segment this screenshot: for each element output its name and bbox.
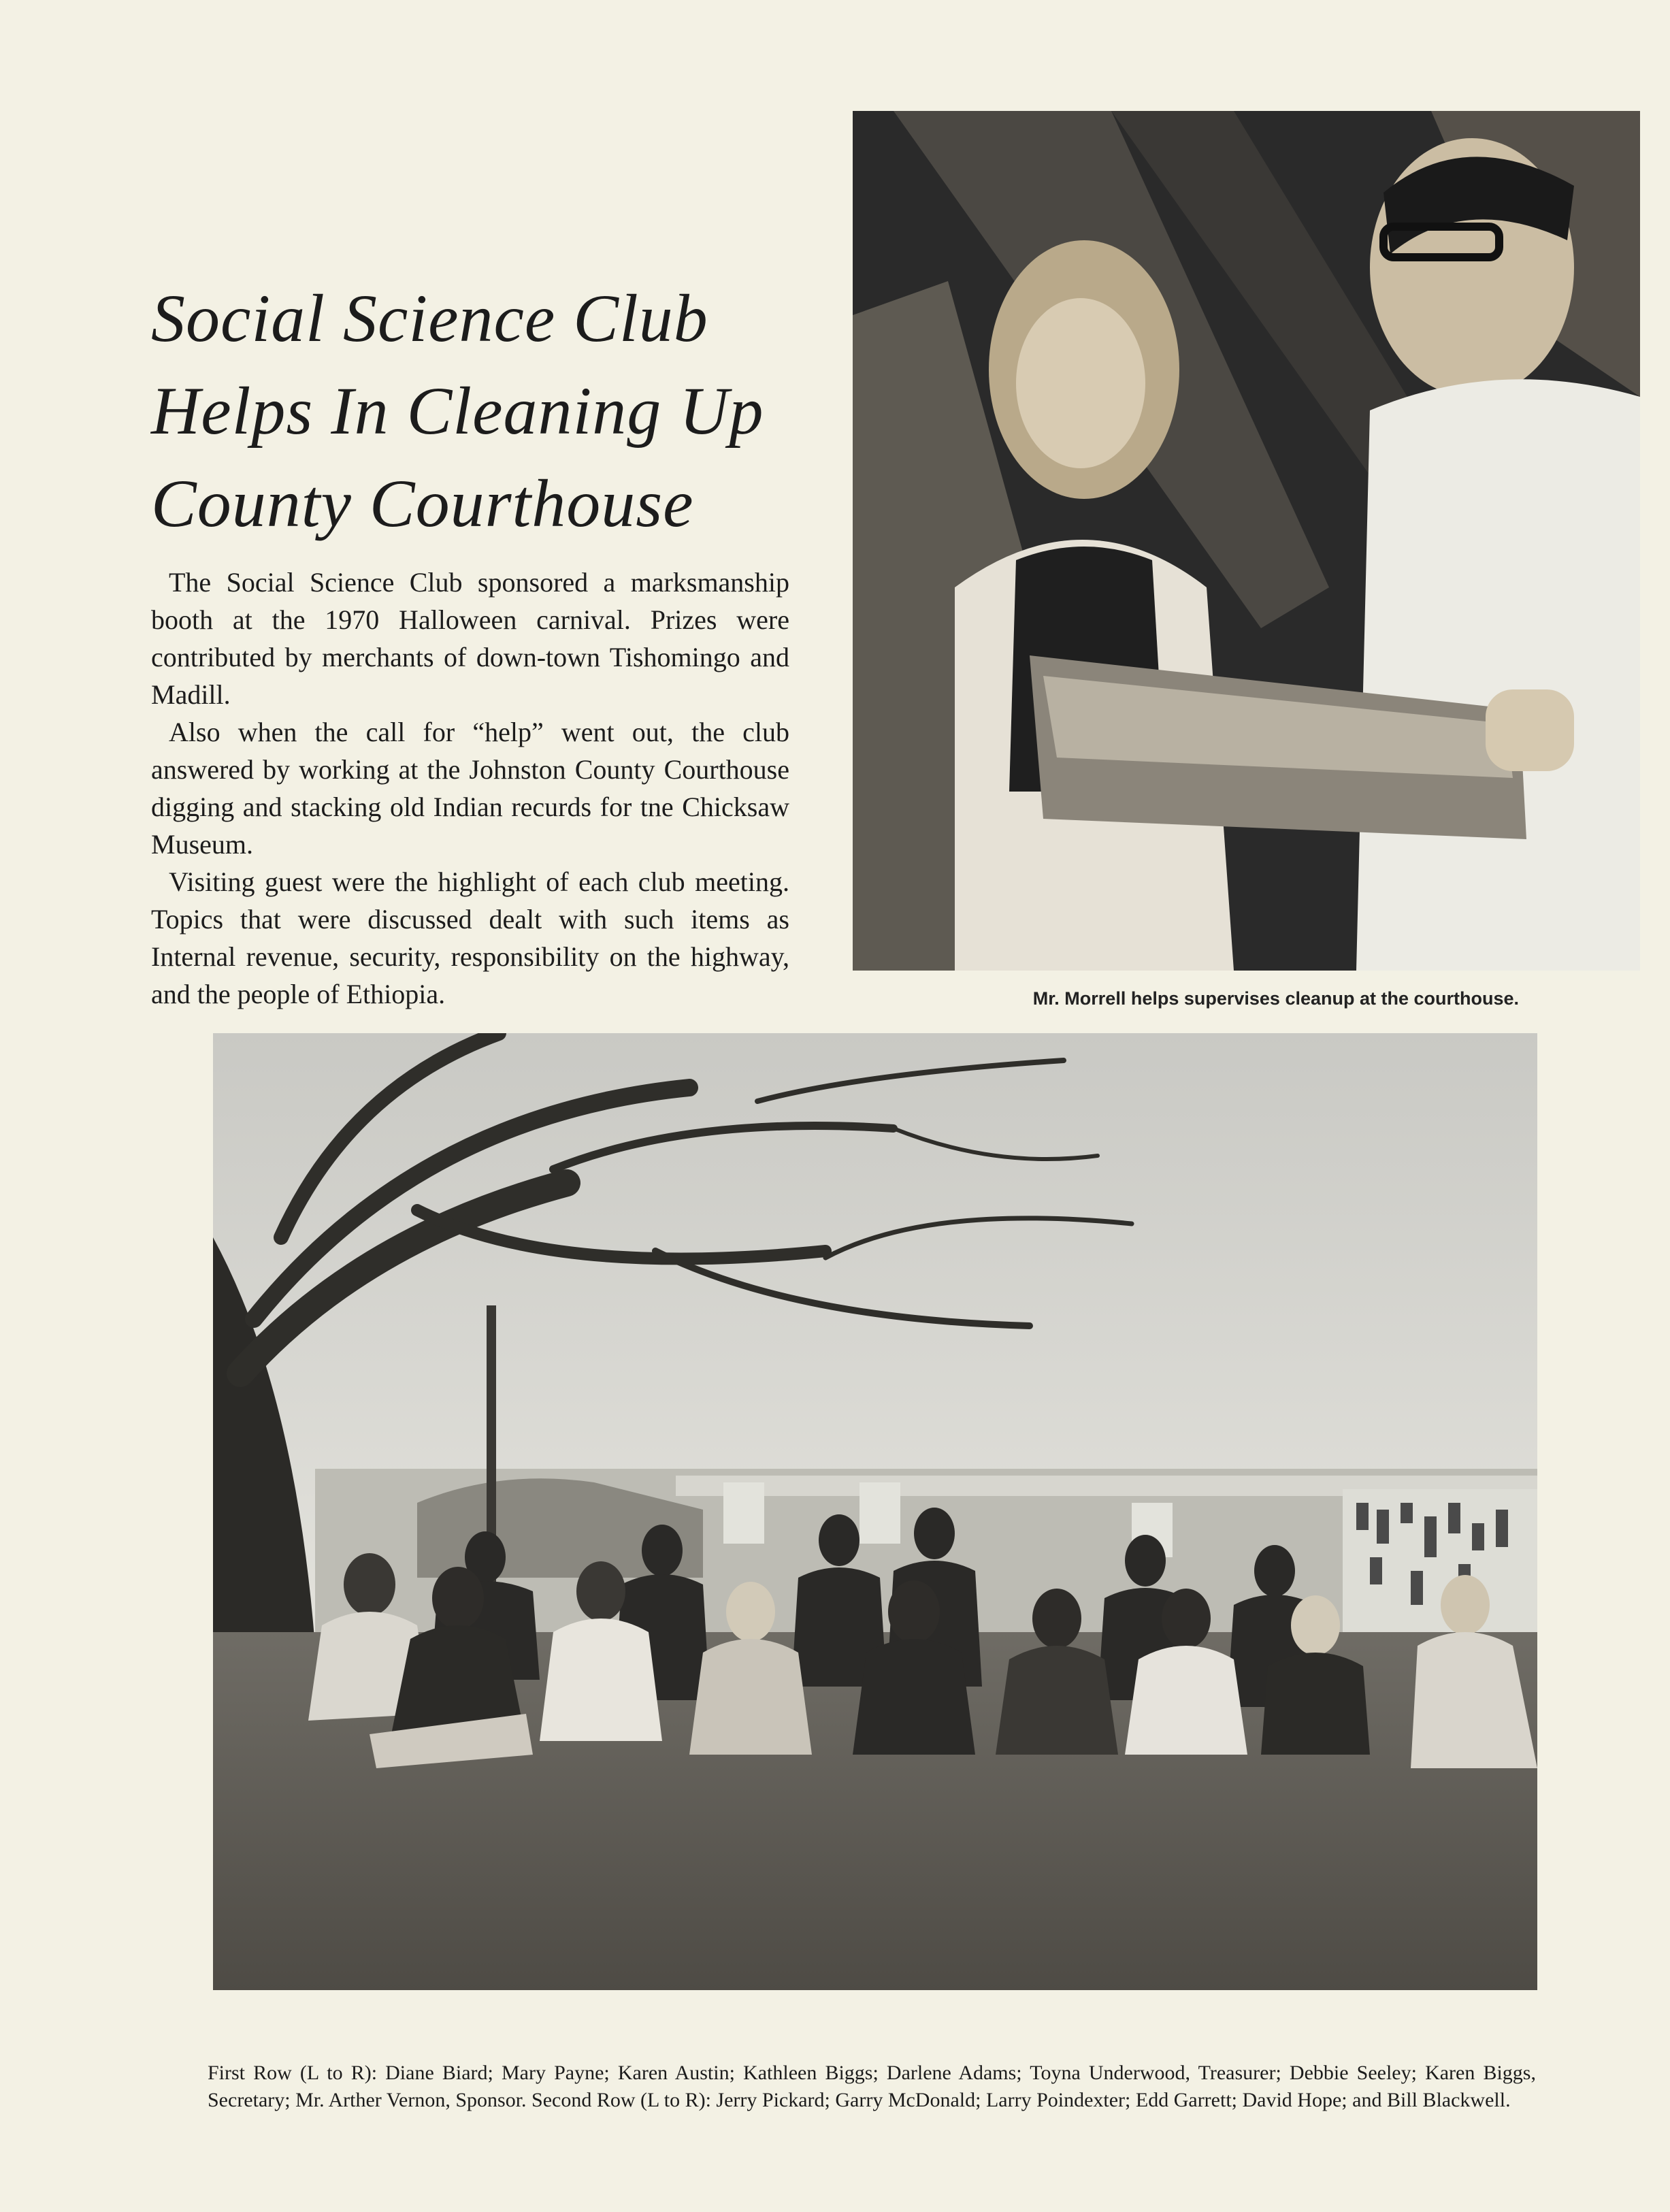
paragraph-2: Also when the call for “help” went out, the club answered by working at the Johnston County Courthouse digging and stacking old Indian recurds for tne Chicksaw Museum. — [151, 717, 789, 860]
article-title — [151, 272, 818, 550]
paragraph-3: Visiting guest were the highlight of each club meeting. Topics that were discussed dealt with such items as Internal revenue, security, responsibility on the highway, and the people of Ethiopia. — [151, 866, 789, 1009]
title-line-2: Helps In Cleaning Up — [151, 373, 764, 449]
top-photo-caption: Mr. Morrell helps supervises cleanup at the courthouse. — [1032, 988, 1519, 1009]
article-body — [151, 564, 789, 1013]
title-line-1: Social Science Club — [151, 280, 708, 356]
club-group-photo — [213, 1033, 1537, 1990]
paragraph-1: The Social Science Club sponsored a marksmanship booth at the 1970 Halloween carnival. Prizes were contributed by merchants of down-town Tishomingo and Madill. — [151, 567, 789, 710]
title-line-3: County Courthouse — [151, 466, 694, 541]
courthouse-cleanup-photo — [853, 111, 1640, 971]
group-photo-caption: First Row (L to R): Diane Biard; Mary Payne; Karen Austin; Kathleen Biggs; Darlene Adams; Toyna Underwood, Treasurer; Debbie Seeley; Karen Biggs, Secretary; Mr. Arther Vernon, Sponsor. Second Row (L to R): Jerry Pickard; Garry McDonald; Larry Poindexter; Edd Garrett; David Hope; and Bill Blackwell. — [208, 2062, 1536, 2111]
